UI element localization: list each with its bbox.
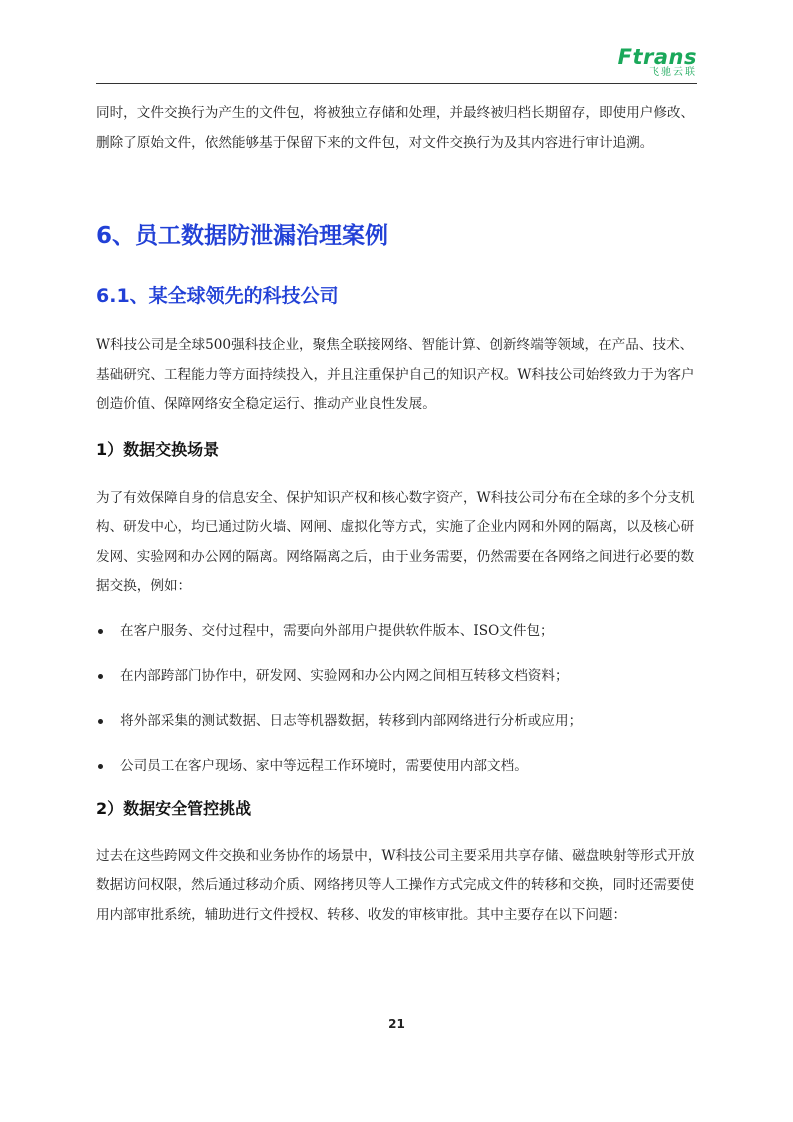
list-item: 在客户服务、交付过程中，需要向外部用户提供软件版本、ISO文件包； [96, 618, 701, 644]
list-item: 公司员工在客户现场、家中等远程工作环境时，需要使用内部文档。 [96, 753, 701, 779]
intro-paragraph: 同时，文件交换行为产生的文件包，将被独立存储和处理，并最终被归档长期留存，即使用户修改、删除了原始文件，依然能够基于保留下来的文件包，对文件交换行为及其内容进行审计追溯。 [96, 105, 695, 151]
scenario-heading: 1）数据交换场景 [96, 439, 220, 459]
challenge-heading: 2）数据安全管控挑战 [96, 798, 252, 818]
company-paragraph: W科技公司是全球500强科技企业，聚焦全联接网络、智能计算、创新终端等领域，在产品、技术、基础研究、工程能力等方面持续投入，并且注重保护自己的知识产权。W科技公司始终致力于为客户创造价值、保障网络安全稳定运行、推动产业良性发展。 [96, 337, 695, 412]
scenario-paragraph: 为了有效保障自身的信息安全、保护知识产权和核心数字资产，W科技公司分布在全球的多个分支机构、研发中心，均已通过防火墙、网闸、虚拟化等方式，实施了企业内网和外网的隔离，以及核心研发网、实验网和办公网的隔离。网络隔离之后，由于业务需要，仍然需要在各网络之间进行必要的数据交换，例如： [96, 489, 695, 594]
bullet-icon [98, 629, 103, 634]
page-number: 21 [388, 1017, 405, 1031]
challenge-paragraph: 过去在这些跨网文件交换和业务协作的场景中，W科技公司主要采用共享存储、磁盘映射等形式开放数据访问权限，然后通过移动介质、网络拷贝等人工操作方式完成文件的转移和交换，同时还需要使用内部审批系统，辅助进行文件授权、转移、收发的审核审批。其中主要存在以下问题： [96, 847, 695, 923]
bullet-icon [98, 764, 103, 769]
list-item: 在内部跨部门协作中，研发网、实验网和办公内网之间相互转移文档资料； [96, 663, 701, 689]
company-logo [618, 46, 697, 79]
scenario-bullet-list [96, 618, 701, 779]
bullet-icon [98, 719, 103, 724]
section-title: 6、员工数据防泄漏治理案例 [96, 223, 389, 249]
subsection-title: 6.1、某全球领先的科技公司 [96, 285, 339, 307]
logo-wordmark: Ftrans [617, 45, 697, 69]
header-divider [96, 83, 697, 84]
page-header [0, 0, 793, 90]
list-item: 将外部采集的测试数据、日志等机器数据，转移到内部网络进行分析或应用； [96, 708, 701, 734]
page-content [96, 96, 701, 930]
logo-subtitle: 飞驰云联 [649, 67, 697, 78]
bullet-icon [98, 674, 103, 679]
